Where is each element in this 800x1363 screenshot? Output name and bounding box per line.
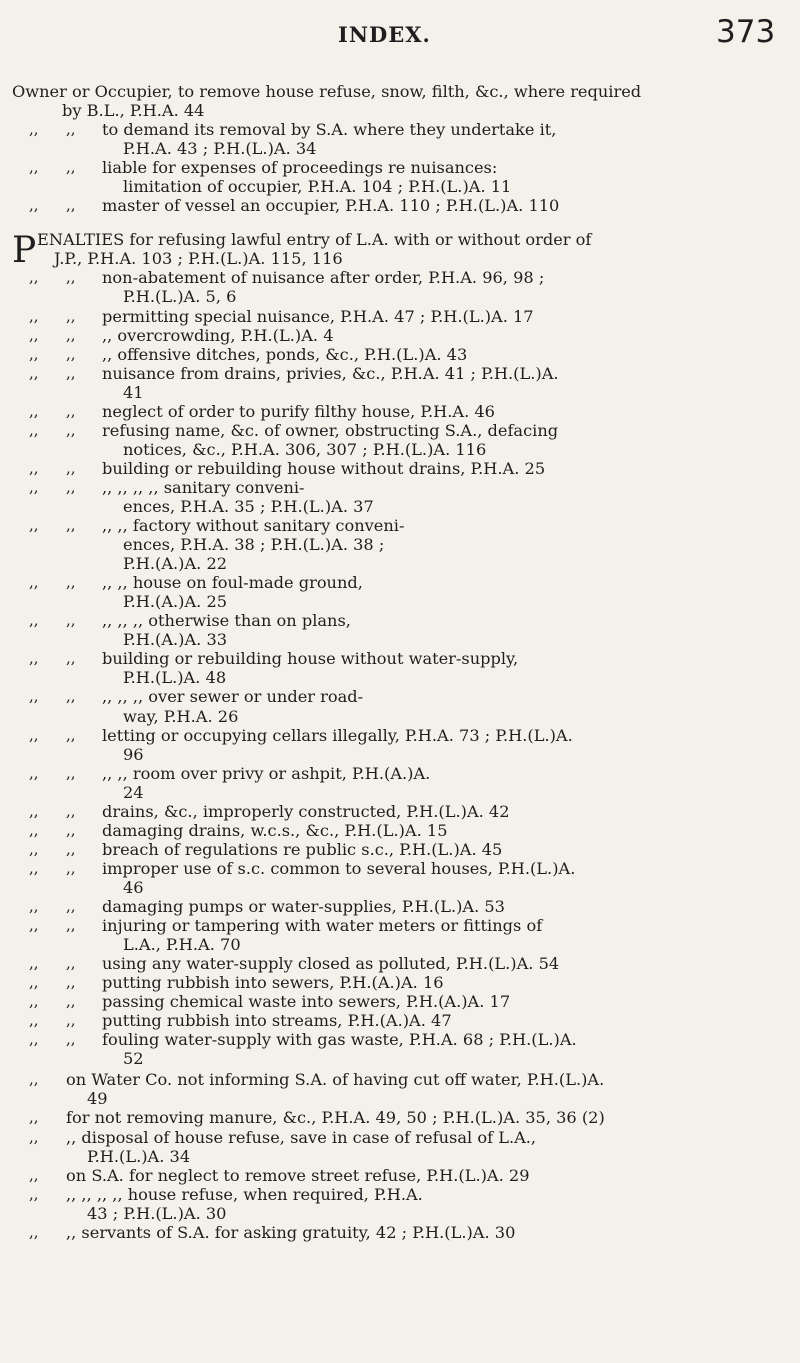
- index-entry: [0, 840, 800, 859]
- ditto-mark: ,,: [66, 120, 76, 139]
- ditto-mark: ,,: [29, 1127, 39, 1146]
- entry-text: damaging pumps or water-supplies, P.H.(L.)A. 53: [102, 896, 505, 916]
- ditto-mark: ,,: [66, 516, 76, 535]
- index-entry: [0, 916, 800, 954]
- index-entry: [0, 802, 800, 821]
- entry-text: ,, servants of S.A. for asking gratuity, 42 ; P.H.(L.)A. 30: [66, 1222, 516, 1242]
- ditto-mark: ,,: [66, 420, 76, 439]
- ditto-mark: ,,: [66, 916, 76, 935]
- entry-text: using any water-supply closed as polluted, P.H.(L.)A. 54: [102, 954, 560, 974]
- index-entry: [0, 230, 800, 272]
- index-entry: [0, 992, 800, 1011]
- ditto-mark: ,,: [29, 363, 39, 382]
- ditto-mark: ,,: [66, 763, 76, 782]
- entry-continuation: 24: [123, 782, 144, 802]
- entry-text: ,, ,, ,, otherwise than on plans,: [102, 611, 351, 631]
- index-entry: [0, 478, 800, 516]
- index-entry: [0, 516, 800, 573]
- entry-continuation: 46: [123, 877, 144, 897]
- entry-text: building or rebuilding house without drains, P.H.A. 25: [102, 458, 546, 478]
- ditto-mark: ,,: [29, 973, 39, 992]
- entry-text: for not removing manure, &c., P.H.A. 49, 50 ; P.H.(L.)A. 35, 36 (2): [66, 1108, 605, 1128]
- entry-continuation: limitation of occupier, P.H.A. 104 ; P.H.(L.)A. 11: [123, 177, 512, 197]
- ditto-mark: ,,: [66, 992, 76, 1011]
- entry-continuation: 41: [123, 382, 144, 402]
- ditto-mark: ,,: [66, 573, 76, 592]
- index-entry: [0, 158, 800, 196]
- entry-text: ,, ,, room over privy or ashpit, P.H.(A.)A.: [102, 763, 431, 783]
- entry-text: putting rubbish into sewers, P.H.(A.)A. 16: [102, 973, 444, 993]
- entry-continuation: L.A., P.H.A. 70: [123, 935, 241, 955]
- ditto-mark: ,,: [29, 477, 39, 496]
- ditto-mark: ,,: [29, 916, 39, 935]
- ditto-mark: ,,: [66, 458, 76, 477]
- drop-cap: P: [12, 230, 37, 272]
- entry-continuation: ences, P.H.A. 38 ; P.H.(L.)A. 38 ;: [123, 535, 385, 555]
- ditto-mark: ,,: [29, 1184, 39, 1203]
- entry-text: fouling water-supply with gas waste, P.H.A. 68 ; P.H.(L.)A.: [102, 1030, 577, 1050]
- ditto-mark: ,,: [29, 1011, 39, 1030]
- ditto-mark: ,,: [66, 1030, 76, 1049]
- ditto-mark: ,,: [29, 158, 39, 177]
- index-entry: [0, 1070, 800, 1108]
- ditto-mark: ,,: [66, 649, 76, 668]
- ditto-mark: ,,: [29, 401, 39, 420]
- entry-text: improper use of s.c. common to several houses, P.H.(L.)A.: [102, 858, 576, 878]
- ditto-mark: ,,: [29, 725, 39, 744]
- ditto-mark: ,,: [66, 306, 76, 325]
- ditto-mark: ,,: [29, 1108, 39, 1127]
- ditto-mark: ,,: [29, 120, 39, 139]
- ditto-mark: ,,: [29, 306, 39, 325]
- index-entry: [0, 726, 800, 764]
- entry-text: ,, overcrowding, P.H.(L.)A. 4: [102, 325, 334, 345]
- ditto-mark: ,,: [66, 401, 76, 420]
- entry-continuation: P.H.(A.)A. 25: [123, 592, 228, 612]
- index-entry: [0, 402, 800, 421]
- entry-continuation: P.H.A. 43 ; P.H.(L.)A. 34: [123, 139, 317, 159]
- penalties-list: [0, 268, 800, 1068]
- ditto-mark: ,,: [29, 1030, 39, 1049]
- ditto-mark: ,,: [29, 268, 39, 287]
- entry-text: building or rebuilding house without water-supply,: [102, 649, 519, 669]
- ditto-mark: ,,: [29, 649, 39, 668]
- entry-text: ,, ,, ,, ,, house refuse, when required, P.H.A.: [66, 1184, 423, 1204]
- page-title: INDEX.: [338, 22, 431, 47]
- ditto-mark: ,,: [66, 839, 76, 858]
- ditto-mark: ,,: [66, 325, 76, 344]
- index-entry: [0, 1223, 800, 1242]
- ditto-mark: ,,: [29, 458, 39, 477]
- index-entry: [0, 687, 800, 725]
- entry-text: master of vessel an occupier, P.H.A. 110 ; P.H.(L.)A. 110: [102, 196, 560, 216]
- ditto-mark: ,,: [29, 196, 39, 215]
- ditto-mark: ,,: [29, 1165, 39, 1184]
- index-body: [0, 82, 800, 1242]
- ditto-mark: ,,: [66, 820, 76, 839]
- index-entry: [0, 1128, 800, 1166]
- index-entry: [0, 345, 800, 364]
- ditto-mark: ,,: [29, 325, 39, 344]
- entry-text: letting or occupying cellars illegally, P.H.A. 73 ; P.H.(L.)A.: [102, 725, 573, 745]
- ditto-mark: ,,: [66, 687, 76, 706]
- ditto-mark: ,,: [66, 801, 76, 820]
- ditto-mark: ,,: [29, 611, 39, 630]
- index-entry: [0, 196, 800, 215]
- page-header: [0, 14, 800, 48]
- entry-text: refusing name, &c. of owner, obstructing S.A., defacing: [102, 420, 559, 440]
- ditto-mark: ,,: [66, 725, 76, 744]
- entry-continuation: 52: [123, 1049, 144, 1069]
- ditto-mark: ,,: [66, 477, 76, 496]
- ditto-mark: ,,: [29, 1070, 39, 1089]
- ditto-mark: ,,: [66, 363, 76, 382]
- entry-text: Owner or Occupier, to remove house refuse, snow, filth, &c., where required: [12, 82, 642, 101]
- entry-continuation: 96: [123, 744, 144, 764]
- entry-text: passing chemical waste into sewers, P.H.(A.)A. 17: [102, 992, 511, 1012]
- index-entry: [0, 326, 800, 345]
- entry-text: permitting special nuisance, P.H.A. 47 ; P.H.(L.)A. 17: [102, 306, 534, 326]
- entry-continuation: by B.L., P.H.A. 44: [62, 101, 205, 121]
- ditto-mark: ,,: [29, 992, 39, 1011]
- entry-text: ,, ,, ,, over sewer or under road-: [102, 687, 364, 707]
- entry-text: nuisance from drains, privies, &c., P.H.A. 41 ; P.H.(L.)A.: [102, 363, 559, 383]
- ditto-mark: ,,: [29, 344, 39, 363]
- index-entry: [0, 364, 800, 402]
- ditto-mark: ,,: [29, 516, 39, 535]
- entry-continuation: P.H.(A.)A. 22: [123, 554, 228, 574]
- entry-text: drains, &c., improperly constructed, P.H.(L.)A. 42: [102, 801, 510, 821]
- entry-continuation: notices, &c., P.H.A. 306, 307 ; P.H.(L.)A. 116: [123, 439, 487, 459]
- entry-text: on Water Co. not informing S.A. of having cut off water, P.H.(L.)A.: [66, 1070, 605, 1090]
- entry-continuation: J.P., P.H.A. 103 ; P.H.(L.)A. 115, 116: [54, 249, 343, 269]
- ditto-mark: ,,: [66, 158, 76, 177]
- entry-text: on S.A. for neglect to remove street refuse, P.H.(L.)A. 29: [66, 1165, 530, 1185]
- index-entry: [0, 268, 800, 306]
- entry-continuation: ences, P.H.A. 35 ; P.H.(L.)A. 37: [123, 496, 374, 516]
- ditto-mark: ,,: [29, 687, 39, 706]
- index-entry: [0, 954, 800, 973]
- ditto-mark: ,,: [29, 954, 39, 973]
- index-entry: [0, 821, 800, 840]
- index-entry: [0, 1185, 800, 1223]
- page-number: 373: [716, 14, 776, 50]
- index-entry: [0, 973, 800, 992]
- index-entry: [0, 859, 800, 897]
- index-entry: [0, 82, 800, 120]
- index-entry: [0, 764, 800, 802]
- index-entry: [0, 1166, 800, 1185]
- ditto-mark: ,,: [29, 801, 39, 820]
- index-entry: [0, 1011, 800, 1030]
- entry-text: putting rubbish into streams, P.H.(A.)A. 47: [102, 1011, 452, 1031]
- entry-continuation: P.H.(L.)A. 34: [87, 1146, 191, 1166]
- ditto-mark: ,,: [29, 820, 39, 839]
- index-entry: [0, 611, 800, 649]
- ditto-mark: ,,: [66, 896, 76, 915]
- ditto-mark: ,,: [66, 858, 76, 877]
- ditto-mark: ,,: [29, 420, 39, 439]
- ditto-mark: ,,: [66, 1011, 76, 1030]
- ditto-mark: ,,: [29, 839, 39, 858]
- entry-continuation: 49: [87, 1089, 108, 1109]
- index-entry: [0, 649, 800, 687]
- index-entry: [0, 1030, 800, 1068]
- entry-text: breach of regulations re public s.c., P.H.(L.)A. 45: [102, 839, 503, 859]
- ditto-mark: ,,: [29, 858, 39, 877]
- index-entry: [0, 1108, 800, 1127]
- ditto-mark: ,,: [29, 1222, 39, 1241]
- index-entry: [0, 120, 800, 158]
- entry-text: ,, offensive ditches, ponds, &c., P.H.(L.)A. 43: [102, 344, 468, 364]
- entry-continuation: P.H.(A.)A. 33: [123, 630, 228, 650]
- ditto-mark: ,,: [66, 954, 76, 973]
- ditto-mark: ,,: [66, 344, 76, 363]
- entry-text: ,, disposal of house refuse, save in case of refusal of L.A.,: [66, 1127, 537, 1147]
- entry-text: injuring or tampering with water meters or fittings of: [102, 916, 543, 936]
- entry-text: neglect of order to purify filthy house, P.H.A. 46: [102, 401, 495, 421]
- ditto-mark: ,,: [29, 573, 39, 592]
- entry-text: ,, ,, house on foul-made ground,: [102, 573, 363, 593]
- index-entry: [0, 421, 800, 459]
- index-entry: [0, 573, 800, 611]
- index-entry: [0, 459, 800, 478]
- entry-continuation: P.H.(L.)A. 5, 6: [123, 287, 237, 307]
- index-entry: [0, 897, 800, 916]
- entry-text: to demand its removal by S.A. where they undertake it,: [102, 120, 557, 140]
- penalties-list-2: [0, 1070, 800, 1241]
- entry-text: ,, ,, factory without sanitary conveni-: [102, 516, 405, 536]
- entry-continuation: way, P.H.A. 26: [123, 706, 239, 726]
- ditto-mark: ,,: [29, 896, 39, 915]
- entry-text: ,, ,, ,, ,, sanitary conveni-: [102, 477, 305, 497]
- entry-text: ENALTIES for refusing lawful entry of L.A. with or without order of: [37, 230, 592, 250]
- index-entry: [0, 307, 800, 326]
- ditto-mark: ,,: [66, 973, 76, 992]
- ditto-mark: ,,: [66, 196, 76, 215]
- entry-continuation: 43 ; P.H.(L.)A. 30: [87, 1203, 227, 1223]
- ditto-mark: ,,: [66, 611, 76, 630]
- ditto-mark: ,,: [29, 763, 39, 782]
- entry-text: damaging drains, w.c.s., &c., P.H.(L.)A. 15: [102, 820, 448, 840]
- ditto-mark: ,,: [66, 268, 76, 287]
- entry-text: liable for expenses of proceedings re nuisances:: [102, 158, 498, 178]
- entry-continuation: P.H.(L.)A. 48: [123, 668, 227, 688]
- entry-text: non-abatement of nuisance after order, P.H.A. 96, 98 ;: [102, 268, 545, 288]
